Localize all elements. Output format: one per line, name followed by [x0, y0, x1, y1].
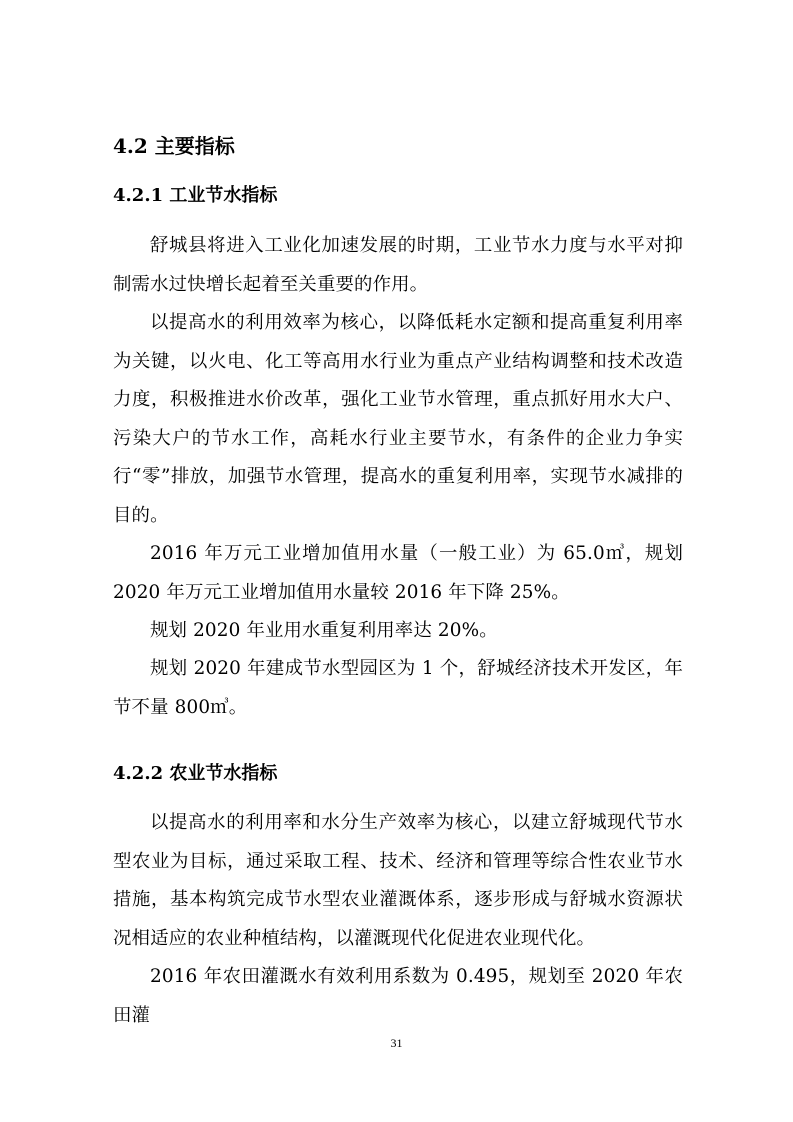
paragraph: 舒城县将进入工业化加速发展的时期，工业节水力度与水平对抑制需水过快增长起着至关重要的作用。: [113, 235, 683, 295]
paragraph: 规划 2020 年业用水重复利用率达 20%。: [150, 620, 498, 641]
paragraph: 2016 年农田灌溉水有效利用系数为 0.495，规划至 2020 年农田灌: [113, 966, 683, 1026]
subsection-heading-agriculture: 4.2.2 农业节水指标: [113, 763, 278, 784]
paragraph: 2016 年万元工业增加值用水量（一般工业）为 65.0㎥，规划 2020 年万元工业增加值用水量较 2016 年下降 25%。: [113, 543, 683, 603]
paragraph: 以提高水的利用效率为核心，以降低耗水定额和提高重复利用率为关键，以火电、化工等高用水行业为重点产业结构调整和技术改造力度，积极推进水价改革，强化工业节水管理，重点抓好用水大户、污染大户的节水工作，高耗水行业主要节水，有条件的企业力争实行“零”排放，加强节水管理，提高水的重复利用率，实现节水减排的目的。: [113, 312, 683, 526]
section-heading: 4.2 主要指标: [113, 134, 235, 158]
subsection-heading-industry: 4.2.1 工业节水指标: [113, 185, 278, 206]
page-number: 31: [390, 1036, 403, 1050]
paragraph: 规划 2020 年建成节水型园区为 1 个，舒城经济技术开发区，年节不量 800㎥。: [113, 658, 683, 718]
paragraph: 以提高水的利用率和水分生产效率为核心，以建立舒城现代节水型农业为目标，通过采取工程、技术、经济和管理等综合性农业节水措施，基本构筑完成节水型农业灌溉体系，逐步形成与舒城水资源状况相适应的农业种植结构，以灌溉现代化促进农业现代化。: [113, 812, 683, 949]
